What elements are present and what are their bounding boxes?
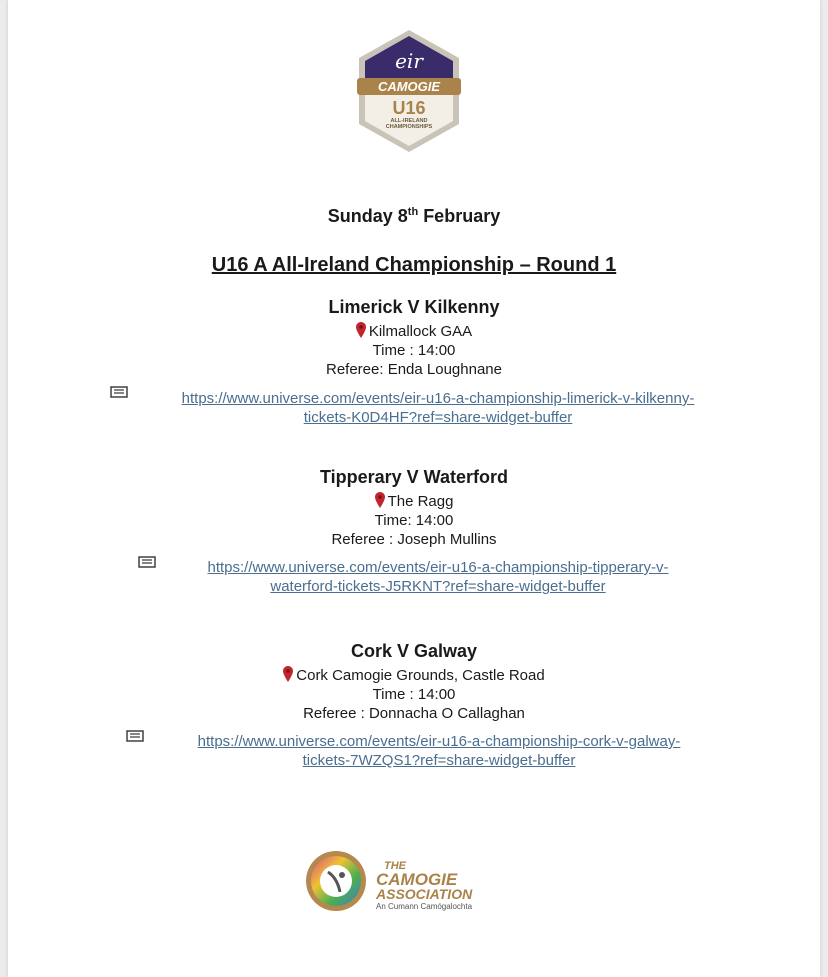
date-heading: Sunday 8th February [327,206,501,226]
ticket-icon [110,386,128,398]
map-pin-icon [356,322,366,338]
venue: The Ragg [0,492,828,511]
match-block [0,466,828,549]
eir-camogie-u16-logo [347,26,471,156]
match-time: Time : 14:00 [372,342,456,359]
svg-text:U16: U16 [392,98,426,118]
svg-text:THE: THE [384,860,406,872]
match-title: Tipperary V Waterford [319,467,509,487]
match-time: Time : 14:00 [372,686,456,703]
match-block [0,640,828,723]
match-block [0,296,828,379]
referee: Referee: Enda Loughnane [326,361,502,378]
svg-text:CAMOGIE: CAMOGIE [377,79,441,94]
svg-text:CAMOGIE: CAMOGIE [376,870,458,889]
svg-text:CHAMPIONSHIPS: CHAMPIONSHIPS [385,124,433,130]
svg-text:ASSOCIATION: ASSOCIATION [376,886,473,902]
match-title: Cork V Galway [350,641,478,661]
map-pin-icon [375,492,385,508]
svg-text:eir: eir [395,49,423,73]
match-title: Limerick V Kilkenny [328,297,500,317]
ticket-icon [138,556,156,568]
referee: Referee : Donnacha O Callaghan [303,705,525,722]
svg-text:ALL-IRELAND: ALL-IRELAND [390,118,428,124]
referee: Referee : Joseph Mullins [331,531,497,548]
championship-heading: U16 A All-Ireland Championship – Round 1 [211,254,617,276]
venue: Kilmallock GAA [0,322,828,341]
ticket-link[interactable]: https://www.universe.com/events/eir-u16-a-championship-cork-v-galway- tickets-7WZQS1?ref=share-widget-buffer [197,733,681,769]
ticket-link[interactable]: https://www.universe.com/events/eir-u16-a-championship-tipperary-v- waterford-tickets-J5RKNT?ref=share-widget-buffer [207,559,669,595]
ticket-link[interactable]: https://www.universe.com/events/eir-u16-a-championship-limerick-v-kilkenny- tickets-K0D4HF?ref=share-widget-buffer [181,390,695,426]
venue: Cork Camogie Grounds, Castle Road [0,666,828,685]
camogie-association-logo [300,850,530,912]
map-pin-icon [283,666,293,682]
svg-text:An Cumann Camógalochta: An Cumann Camógalochta [376,902,473,911]
ticket-icon [126,730,144,742]
match-time: Time: 14:00 [374,512,454,529]
